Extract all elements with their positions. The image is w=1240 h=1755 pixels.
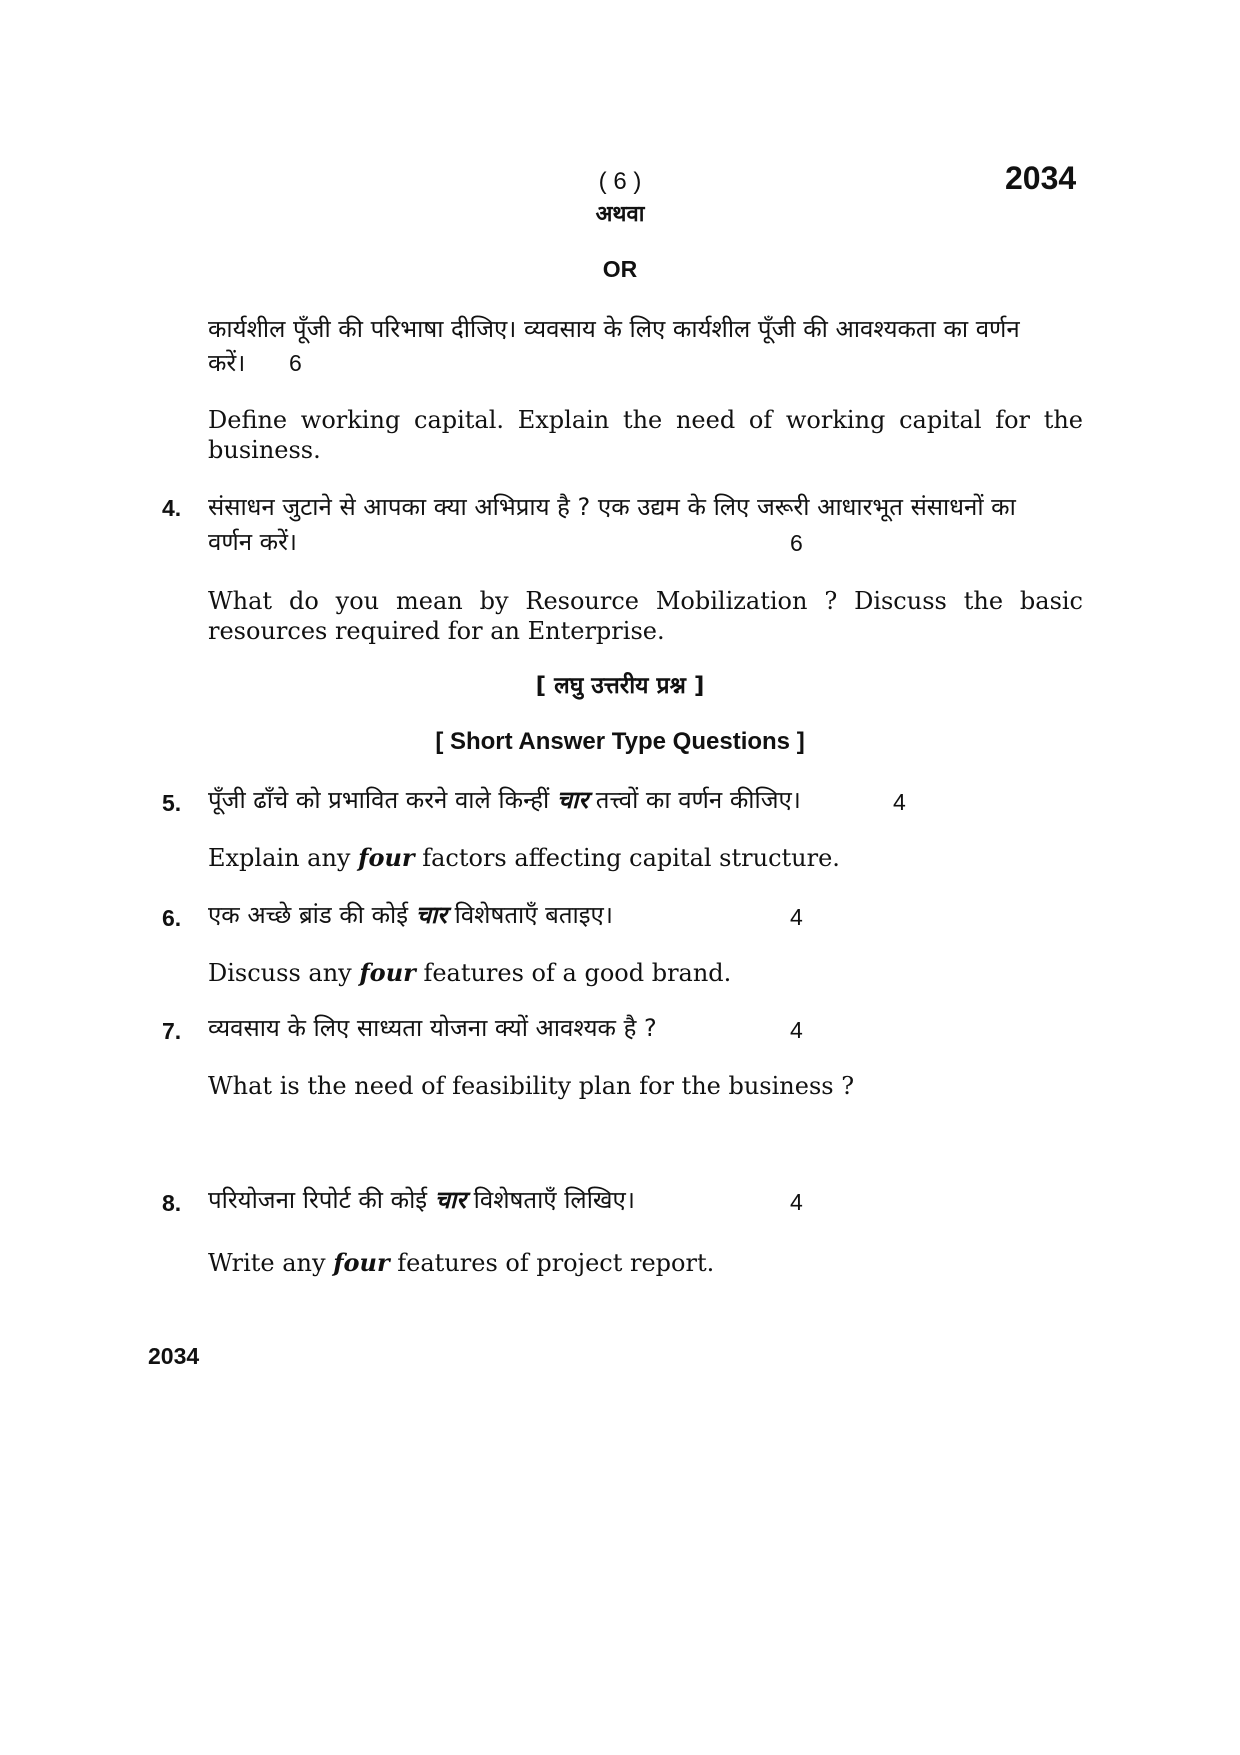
q4-hindi-line2: वर्णन करें। — [208, 528, 297, 556]
q5-hindi-pre: पूँजी ढाँचे को प्रभावित करने वाले किन्हीं — [208, 786, 550, 814]
q8-english — [208, 1248, 714, 1278]
q6-english — [208, 958, 731, 988]
q3-alt-marks: 6 — [289, 350, 302, 376]
q5-english-pre: Explain any — [208, 844, 351, 872]
q6-hindi — [208, 898, 613, 932]
q6-hindi-post: विशेषताएँ बताइए। — [454, 901, 613, 929]
q8-english-emph: four — [333, 1248, 390, 1277]
q5-hindi-emph: चार — [556, 786, 589, 814]
q5-marks: 4 — [893, 789, 906, 815]
q3-alt-hindi-line1: कार्यशील पूँजी की परिभाषा दीजिए। व्यवसाय के लिए कार्यशील पूँजी की आवश्यकता का वर्णन — [208, 315, 1020, 343]
q8-hindi-pre: परियोजना रिपोर्ट की कोई — [208, 1186, 428, 1214]
q6-hindi-pre: एक अच्छे ब्रांड की कोई — [208, 901, 409, 929]
q5-number: 5. — [162, 790, 182, 816]
or-hindi: अथवा — [595, 202, 645, 227]
q4-marks: 6 — [790, 530, 803, 556]
q8-hindi — [208, 1183, 635, 1217]
q3-alt-hindi-line2 — [208, 346, 302, 380]
q8-hindi-post: विशेषताएँ लिखिए। — [473, 1186, 635, 1214]
paper-code-top: 2034 — [1005, 160, 1077, 196]
section-heading-english: [ Short Answer Type Questions ] — [435, 728, 805, 755]
q8-number: 8. — [162, 1190, 182, 1216]
or-english: OR — [602, 256, 638, 282]
q6-hindi-emph: चार — [415, 901, 447, 929]
q8-english-pre: Write any — [208, 1249, 326, 1277]
q5-english-emph: four — [358, 843, 415, 872]
q7-marks: 4 — [790, 1017, 803, 1043]
q3-alt-english: Define working capital. Explain the need of working capital for the business. — [208, 406, 1083, 464]
q6-number: 6. — [162, 905, 182, 931]
q7-hindi: व्यवसाय के लिए साध्यता योजना क्यों आवश्यक है ? — [208, 1014, 657, 1042]
q8-hindi-emph: चार — [434, 1186, 467, 1214]
q6-english-pre: Discuss any — [208, 959, 352, 987]
q7-english: What is the need of feasibility plan for the business ? — [208, 1072, 855, 1100]
q6-english-post: features of a good brand. — [423, 959, 732, 987]
q5-hindi-post: तत्त्वों का वर्णन कीजिए। — [595, 786, 801, 814]
q7-number: 7. — [162, 1018, 182, 1044]
q4-number: 4. — [162, 495, 182, 521]
q4-english: What do you mean by Resource Mobilization ? Discuss the basic resources required for an Enterprise. — [208, 587, 1083, 645]
q5-english-post: factors affecting capital structure. — [422, 844, 840, 872]
q6-english-emph: four — [359, 958, 416, 987]
paper-code-footer: 2034 — [148, 1343, 200, 1369]
q6-marks: 4 — [790, 904, 803, 930]
section-heading-hindi: [ लघु उत्तरीय प्रश्न ] — [535, 673, 705, 699]
q5-hindi — [208, 783, 801, 817]
q4-hindi-line1: संसाधन जुटाने से आपका क्या अभिप्राय है ? एक उद्यम के लिए जरूरी आधारभूत संसाधनों का — [208, 493, 1016, 521]
q3-alt-hindi-text-end: करें। — [208, 349, 246, 377]
page-number: ( 6 ) — [598, 168, 642, 195]
q5-english — [208, 843, 840, 873]
q8-marks: 4 — [790, 1189, 803, 1215]
q8-english-post: features of project report. — [397, 1249, 715, 1277]
